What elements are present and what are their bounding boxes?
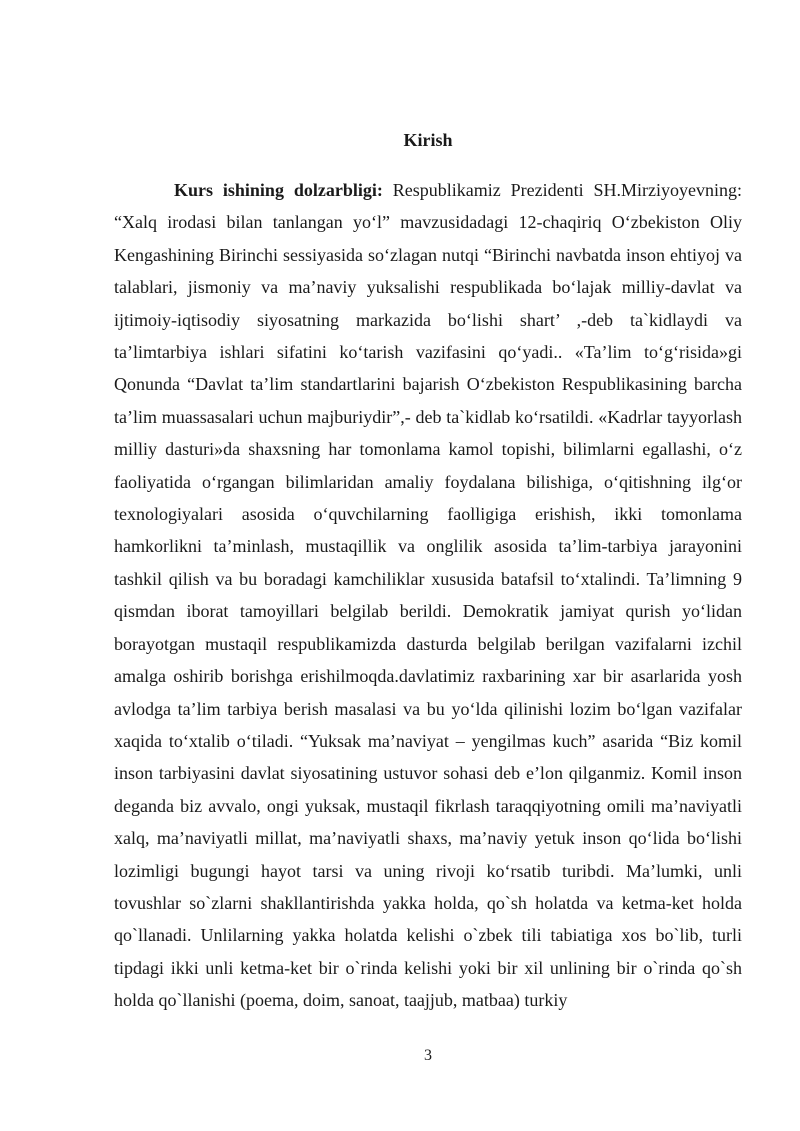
paragraph-text: Respublikamiz Prezidenti SH.Mirziyoyevning: “Xalq irodasi bilan tanlangan yo‘l” mavzusidadagi 12-chaqiriq O‘zbekiston Oliy Kengashining Birinchi sessiyasida so‘zlagan nutqi “Birinchi navbatda inson ehtiyoj va talablari, jismoniy va ma’naviy yuksalishi respublikada bo‘lajak milliy-davlat va ijtimoiy-iqtisodiy siyosatning markazida bo‘lishi shart’ ,-deb ta`kidlaydi va ta’limtarbiya ishlari sifatini ko‘tarish vazifasini qo‘yadi.. «Ta’lim to‘g‘risida»gi Qonunda “Davlat ta’lim standartlarini bajarish O‘zbekiston Respublikasining barcha ta’lim muassasalari uchun majburiydir”,- deb ta`kidlab ko‘rsatildi. «Kadrlar tayyorlash milliy dasturi»da shaxsning har tomonlama kamol topishi, bilimlarni egallashi, o‘z faoliyatida o‘rgangan bilimlaridan amaliy foydalana bilishiga, o‘qitishning ilg‘or texnologiyalari asosida o‘quvchilarning faolligiga erishish, ikki tomonlama hamkorlikni ta’minlash, mustaqillik va onglilik asosida ta’lim-tarbiya jarayonini tashkil qilish va bu boradagi kamchiliklar xususida batafsil to‘xtalindi. Ta’limning 9 qismdan iborat tamoyillari belgilab berildi. Demokratik jamiyat qurish yo‘lidan borayotgan mustaqil respublikamizda dasturda belgilab berilgan vazifalarni izchil amalga oshirib borishga erishilmoqda.davlatimiz raxbarining xar bir asarlarida yosh avlodga ta’lim tarbiya berish masalasi va bu yo‘lda qilinishi lozim bo‘lgan vazifalar xaqida to‘xtalib o‘tiladi. “Yuksak ma’naviyat – yengilmas kuch” asarida “Biz komil inson tarbiyasini davlat siyosatining ustuvor sohasi deb e’lon qilganmiz. Komil inson deganda biz avvalo, ongi yuksak, mustaqil fikrlash taraqqiyotning omili ma’naviyatli xalq, ma’naviyatli millat, ma’naviyatli shaxs, ma’naviy yetuk inson qo‘lida bo‘lishi lozimligi bugungi hayot tarsi va uning rivoji ko‘rsatib turibdi. Ma’lumki, unli tovushlar so`zlarni shakllantirishda yakka holda, qo`sh holatda va ketma-ket holda qo`llanadi. Unlilarning yakka holatda kelishi o`zbek tili tabiatiga xos bo`lib, turli tipdagi ikki unli ketma-ket bir o`rinda kelishi yoki bir xil unlining bir o`rinda qo`sh holda qo`llanishi (poema, doim, sanoat, taajjub, matbaa) turkiy (114, 180, 743, 1011)
section-heading: Kirish (403, 130, 453, 150)
page-number: 3 (424, 1047, 432, 1064)
paragraph (114, 174, 742, 1017)
lead-phrase: Kurs ishining dolzarbligi: (174, 180, 383, 200)
body-text (114, 174, 742, 1017)
